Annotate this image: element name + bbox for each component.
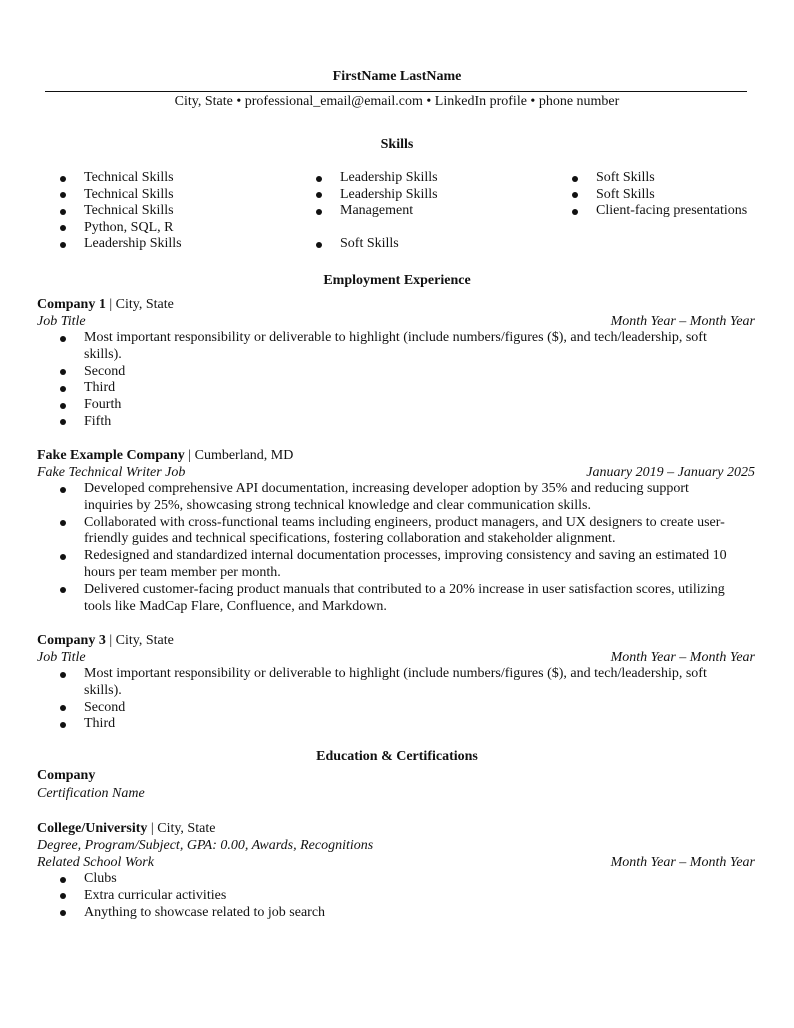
education-dates: Month Year – Month Year (610, 855, 755, 870)
bullet-icon (60, 419, 66, 425)
school-location: | City, State (147, 821, 216, 836)
bullet-icon (316, 176, 322, 182)
bullet-icon (60, 893, 66, 899)
bullet-icon (572, 176, 578, 182)
candidate-name: FirstName LastName (332, 69, 462, 84)
job-bullet: Redesigned and standardized internal documentation processes, improving consistency and saving an estimated 10 hours per team member per month. (37, 548, 755, 582)
job-entry-3 (37, 632, 755, 733)
company-name: Company 3 (37, 633, 106, 648)
job-bullet: Third (37, 380, 755, 397)
job-bullet: Second (37, 700, 755, 717)
job-company-line (37, 296, 755, 313)
skill-item: Technical Skills (38, 203, 182, 220)
bullet-icon (60, 403, 66, 409)
cert-org: Company (37, 768, 96, 783)
job-dates: Month Year – Month Year (610, 314, 755, 329)
bullet-icon (60, 192, 66, 198)
bullet-icon (60, 877, 66, 883)
cert-name: Certification Name (37, 786, 145, 801)
skill-item: Management (294, 203, 438, 220)
job-bullet: Delivered customer-facing product manuals that contributed to a 20% increase in user satisfaction scores, utilizing tools like MadCap Flare, Confluence, and Markdown. (37, 582, 755, 616)
education-bullet: Anything to showcase related to job search (37, 905, 755, 922)
job-bullet: Collaborated with cross-functional teams including engineers, product managers, and UX designers to create user-friendly guides and technical specifications, fostering collaboration and stakeholder alignment. (37, 515, 755, 549)
header-divider (45, 91, 747, 92)
company-location: | City, State (105, 297, 174, 312)
job-title: Job Title (37, 650, 86, 665)
bullet-icon (572, 192, 578, 198)
bullet-icon (60, 910, 66, 916)
job-bullet: Second (37, 364, 755, 381)
bullet-icon (60, 520, 66, 526)
job-bullet: Developed comprehensive API documentation, increasing developer adoption by 35% and reducing support inquiries by 25%, showcasing strong technical knowledge and clear communication skills. (37, 481, 755, 515)
related-line (37, 854, 755, 871)
skill-item: Soft Skills (550, 187, 747, 204)
job-title-line (37, 649, 755, 666)
job-company-line (37, 632, 755, 649)
company-location: | Cumberland, MD (184, 448, 294, 463)
bullet-icon (60, 722, 66, 728)
job-company-line (37, 447, 755, 464)
school-line (37, 820, 755, 837)
bullet-icon (60, 336, 66, 342)
education-bullets (37, 871, 755, 921)
job-entry-1 (37, 296, 755, 431)
job-bullet: Third (37, 716, 755, 733)
skills-column-1 (38, 170, 182, 253)
skill-item: Client-facing presentations (550, 203, 747, 220)
job-bullets (37, 330, 755, 431)
bullet-icon (60, 386, 66, 392)
job-bullet: Fifth (37, 414, 755, 431)
job-bullets (37, 666, 755, 733)
bullet-icon (316, 242, 322, 248)
bullet-icon (60, 369, 66, 375)
company-location: | City, State (105, 633, 174, 648)
job-title: Job Title (37, 314, 86, 329)
company-name: Fake Example Company (37, 448, 185, 463)
skill-item: Leadership Skills (294, 187, 438, 204)
job-dates: Month Year – Month Year (610, 650, 755, 665)
education-bullet: Extra curricular activities (37, 888, 755, 905)
education-entry (37, 820, 755, 921)
bullet-icon (60, 705, 66, 711)
company-name: Company 1 (37, 297, 106, 312)
skill-item: Leadership Skills (294, 170, 438, 187)
skills-column-3 (550, 170, 747, 220)
job-entry-2 (37, 447, 755, 615)
related-school-work: Related School Work (37, 855, 154, 870)
education-heading: Education & Certifications (316, 749, 478, 764)
job-bullet: Most important responsibility or deliverable to highlight (include numbers/figures ($), and tech/leadership, soft skills). (37, 330, 755, 364)
skill-item: Technical Skills (38, 187, 182, 204)
bullet-icon (60, 487, 66, 493)
certification-entry (37, 767, 755, 802)
skills-column-2 (294, 170, 438, 253)
bullet-icon (60, 225, 66, 231)
bullet-icon (60, 587, 66, 593)
skill-item: Python, SQL, R (38, 220, 182, 237)
bullet-icon (60, 176, 66, 182)
job-dates: January 2019 – January 2025 (586, 465, 755, 480)
bullet-icon (572, 209, 578, 215)
skill-item: Leadership Skills (38, 236, 182, 253)
school-name: College/University (37, 821, 148, 836)
bullet-icon (316, 192, 322, 198)
degree-line: Degree, Program/Subject, GPA: 0.00, Awards, Recognitions (37, 838, 374, 853)
job-title: Fake Technical Writer Job (37, 465, 186, 480)
job-title-line (37, 313, 755, 330)
contact-line: City, State • professional_email@email.com • LinkedIn profile • phone number (174, 94, 620, 109)
bullet-icon (60, 554, 66, 560)
bullet-icon (60, 242, 66, 248)
job-bullet: Fourth (37, 397, 755, 414)
skill-item: Soft Skills (294, 236, 438, 253)
job-title-line (37, 464, 755, 481)
employment-heading: Employment Experience (323, 273, 471, 288)
bullet-icon (316, 209, 322, 215)
bullet-icon (60, 209, 66, 215)
education-bullet: Clubs (37, 871, 755, 888)
job-bullet: Most important responsibility or deliverable to highlight (include numbers/figures ($), and tech/leadership, soft skills). (37, 666, 755, 700)
skill-item: Soft Skills (550, 170, 747, 187)
skills-heading: Skills (380, 137, 414, 152)
job-bullets (37, 481, 755, 615)
skill-item: Technical Skills (38, 170, 182, 187)
bullet-icon (60, 672, 66, 678)
